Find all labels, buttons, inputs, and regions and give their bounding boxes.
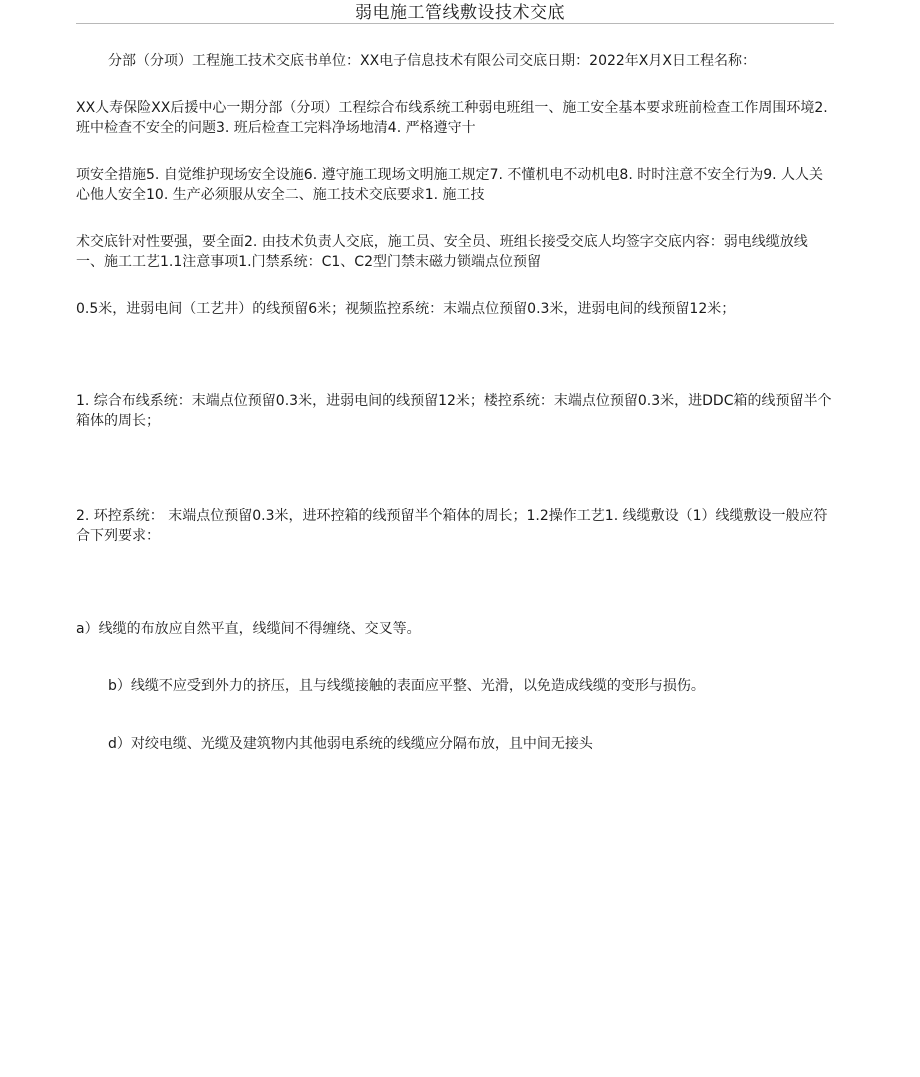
title-divider <box>76 23 834 24</box>
paragraph-header-info: 分部（分项）工程施工技术交底书单位：XX电子信息技术有限公司交底日期：2022年X月X日工程名称： <box>108 53 756 69</box>
paragraph-tech-requirements: 术交底针对性要强，要全面2. 由技术负责人交底，施工员、安全员、班组长接受交底人均签字交底内容：弱电线缆放线一、施工工艺1.1注意事项1.门禁系统：C1、C2型门禁末磁力锁端点位预留 <box>76 234 808 270</box>
list-item-d: d）对绞电缆、光缆及建筑物内其他弱电系统的线缆应分隔布放，且中间无接头 <box>108 736 593 752</box>
paragraph-reserve-lengths: 0.5米，进弱电间（工艺井）的线预留6米；视频监控系统：末端点位预留0.3米，进弱电间的线预留12米； <box>76 301 736 317</box>
list-item-a: a）线缆的布放应自然平直，线缆间不得缠绕、交叉等。 <box>76 621 421 637</box>
document-title: 弱电施工管线敷设技术交底 <box>355 3 565 23</box>
paragraph-env-control: 2. 环控系统： 末端点位预留0.3米，进环控箱的线预留半个箱体的周长；1.2操作工艺1. 线缆敷设（1）线缆敷设一般应符合下列要求： <box>76 508 828 544</box>
paragraph-safety-measures: 项安全措施5. 自觉维护现场安全设施6. 遵守施工现场文明施工规定7. 不懂机电不动机电8. 时时注意不安全行为9. 人人关心他人安全10. 生产必须服从安全二、施工技术交底要求1. 施工技 <box>76 167 824 203</box>
paragraph-cabling-system: 1. 综合布线系统：末端点位预留0.3米，进弱电间的线预留12米；楼控系统：末端点位预留0.3米，进DDC箱的线预留半个箱体的周长； <box>76 393 832 429</box>
paragraph-project-safety: XX人寿保险XX后援中心一期分部（分项）工程综合布线系统工种弱电班组一、施工安全基本要求班前检查工作周围环境2. 班中检查不安全的问题3. 班后检查工完料净场地清4. 严格遵守十 <box>76 100 828 136</box>
list-item-b: b）线缆不应受到外力的挤压，且与线缆接触的表面应平整、光滑，以免造成线缆的变形与损伤。 <box>108 678 705 694</box>
